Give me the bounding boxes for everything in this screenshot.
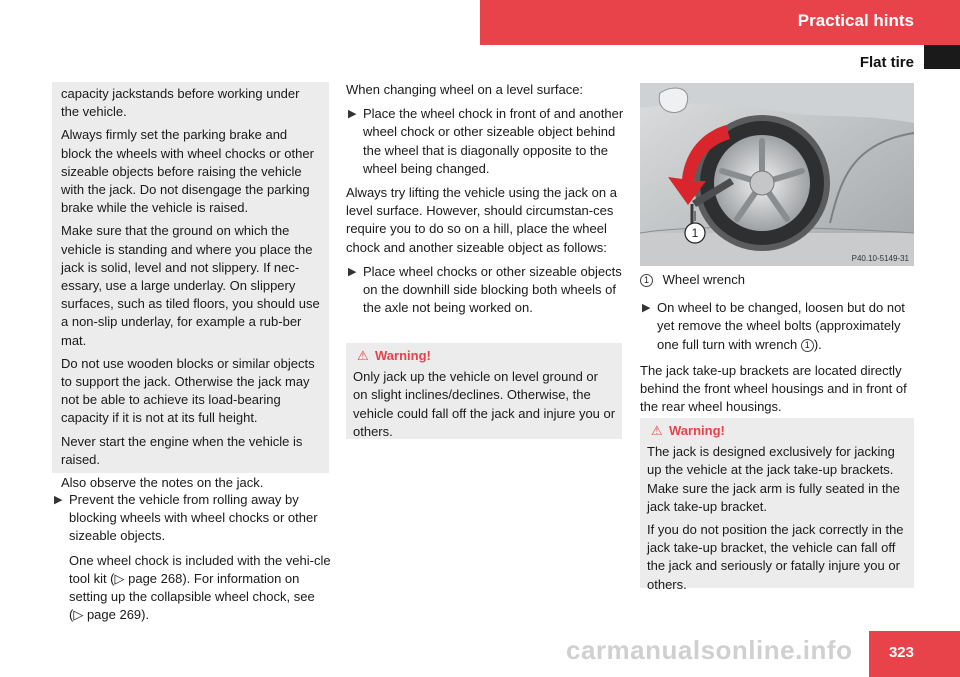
step-wheel-chock-hill — [346, 263, 624, 318]
step-text: Place wheel chocks or other sizeable objects on the downhill side blocking both wheels of the axle not being worked on. — [363, 263, 622, 316]
header-tab-marker — [924, 45, 960, 69]
figure-caption — [640, 271, 916, 289]
step-text-main: On wheel to be changed, loosen but do not yet remove the wheel bolts (approximately one full turn with wrench — [657, 300, 905, 352]
intro-text: When changing wheel on a level surface: — [346, 82, 584, 97]
warning-box-level-ground — [346, 343, 622, 439]
box-paragraph: Also observe the notes on the jack. — [61, 475, 264, 491]
right-column — [640, 271, 916, 360]
section-title: Flat tire — [859, 54, 914, 71]
warning-text-1: The jack is designed exclusively for jacking up the vehicle at the jack take-up brackets. Make sure the jack arm is fully seated in the jack take-up bracket. — [647, 444, 900, 514]
warning-title: Warning! — [669, 423, 725, 438]
image-callout-1: 1 — [691, 226, 699, 240]
box-paragraph: Never start the engine when the vehicle is raised. — [61, 433, 303, 467]
jack-bracket-paragraph: The jack take-up brackets are located directly behind the front wheel housings and in front of the rear wheel housings. — [640, 363, 907, 415]
arrow-right-icon: ▶ — [348, 108, 357, 121]
warning-box-jack — [640, 418, 914, 592]
box-paragraph: capacity jackstands before working under the vehicle. — [61, 86, 300, 120]
left-steps — [52, 491, 332, 630]
box-paragraph: Always firmly set the parking brake and block the wheels with wheel chocks or other sizeable objects before raising the vehicle with the jack. Do not disengage the parking brake while the vehicle is raised. — [61, 127, 314, 216]
arrow-right-icon: ▶ — [54, 494, 63, 506]
hill-paragraph: Always try lifting the vehicle using the jack on a level surface. However, should circumstan-ces require you to do so on a hill, place the wheel chock and another sizeable object as follows: — [346, 185, 617, 255]
box-paragraph: Do not use wooden blocks or similar objects to support the jack. Otherwise the jack may not be able to achieve its load-bearing capacity if it is not at its full height. — [61, 355, 315, 426]
step-continuation: One wheel chock is included with the vehi-cle tool kit (▷ page 268). For information on setting up the collapsible wheel chock, see (▷ page 269). — [69, 552, 331, 623]
step-prevent-rolling — [52, 491, 332, 624]
page-number: 323 — [888, 644, 914, 661]
box-paragraph: Make sure that the ground on which the vehicle is standing and where you place the jack is solid, level and not slippery. If nec-essary, use a large underlay. On slippery surfaces, such as tiled floors, you should use a non-slip underlay, for example a rub-ber mat. — [61, 223, 320, 348]
arrow-right-icon: ▶ — [642, 302, 651, 315]
chapter-title: Practical hints — [797, 11, 914, 30]
step-loosen-bolts — [640, 299, 916, 354]
wheel-wrench-photo — [640, 83, 914, 266]
image-code: P40.10-5149-31 — [851, 254, 909, 263]
warning-heading — [647, 422, 908, 440]
warning-heading — [353, 347, 616, 365]
step-text: Prevent the vehicle from rolling away by blocking wheels with wheel chocks or other sizeable objects. — [69, 492, 318, 544]
warning-triangle-icon: ⚠ — [651, 423, 663, 438]
step-text-end: ). — [813, 336, 822, 352]
caution-continued-box — [52, 82, 329, 491]
step-wheel-chock-level — [346, 105, 624, 178]
warning-text: Only jack up the vehicle on level ground or on slight inclines/declines. Otherwise, the vehicle could fall off the jack and injure you or others. — [353, 369, 616, 439]
arrow-right-icon: ▶ — [348, 265, 357, 278]
warning-triangle-icon: ⚠ — [357, 348, 369, 363]
page-number-box — [869, 631, 960, 677]
watermark: carmanualsonline.info — [566, 635, 853, 665]
callout-ref: 1 — [801, 339, 814, 352]
middle-column — [346, 81, 624, 323]
callout-number: 1 — [640, 274, 653, 287]
caption-text: Wheel wrench — [662, 272, 745, 287]
right-paragraph-block — [640, 362, 916, 423]
wheel-illustration — [640, 83, 914, 266]
step-text: Place the wheel chock in front of and another wheel chock or other sizeable object behind the wheel that is diagonally opposite to the wheel being changed. — [363, 106, 624, 176]
warning-text-2: If you do not position the jack correctly in the jack take-up bracket, the vehicle can fall off the jack and seriously or fatally injure you or others. — [647, 522, 904, 592]
warning-title: Warning! — [375, 348, 431, 363]
step-text — [657, 299, 916, 354]
